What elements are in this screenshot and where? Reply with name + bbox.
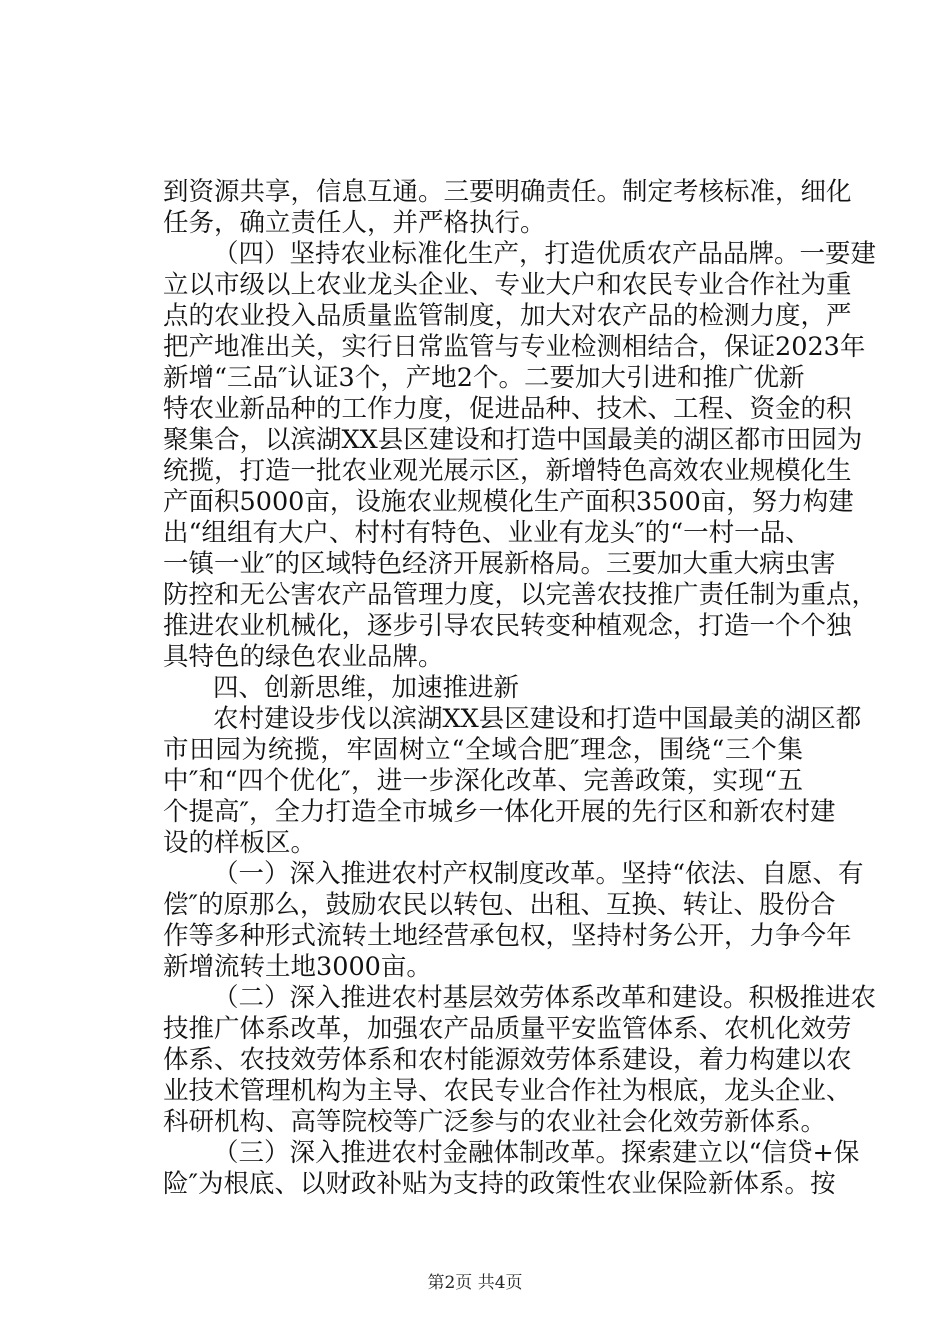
text-line: 特农业新品种的工作力度，促进品种、技术、工程、资金的积 (163, 394, 852, 424)
text-line: 推进农业机械化，逐步引导农民转变种植观念，打造一个个独 (163, 611, 852, 641)
text-line: 个提高″，全力打造全市城乡一体化开展的先行区和新农村建 (163, 797, 836, 827)
text-line: （三）深入推进农村金融体制改革。探索建立以“信贷+保 (213, 1138, 860, 1168)
text-line: 统揽，打造一批农业观光展示区，新增特色高效农业规模化生 (163, 456, 852, 486)
text-line: 中″和“四个优化″，进一步深化改革、完善政策，实现“五 (163, 766, 803, 796)
text-line: 作等多种形式流转土地经营承包权，坚持村务公开，力争今年 (163, 921, 852, 951)
text-line: （四）坚持农业标准化生产，打造优质农产品品牌。一要建 (213, 239, 877, 269)
text-line: 出“组组有大户、村村有特色、业业有龙头″的“一村一品、 (163, 518, 811, 548)
text-line: 业技术管理机构为主导、农民专业合作社为根底，龙头企业、 (163, 1076, 852, 1106)
text-line: 新增“三品″认证3个，产地2个。二要加大引进和推广优新 (163, 363, 805, 393)
text-line: 一镇一业″的区域特色经济开展新格局。三要加大重大病虫害 (163, 549, 836, 579)
page-footer: 第2页 共4页 (427, 1273, 523, 1293)
text-line: 具特色的绿色农业品牌。 (163, 642, 444, 672)
text-line: 新增流转土地3000亩。 (163, 952, 432, 982)
text-line: 技推广体系改革，加强农产品质量平安监管体系、农机化效劳 (163, 1014, 852, 1044)
text-line: 聚集合，以滨湖XX县区建设和打造中国最美的湖区都市田园为 (163, 425, 863, 455)
text-line: （一）深入推进农村产权制度改革。坚持“依法、自愿、有 (213, 859, 864, 889)
text-line: 产面积5000亩，设施农业规模化生产面积3500亩，努力构建 (163, 487, 854, 517)
text-line: 把产地准出关，实行日常监管与专业检测相结合，保证2023年 (163, 332, 866, 362)
text-line: 点的农业投入品质量监管制度，加大对农产品的检测力度，严 (163, 301, 852, 331)
text-line: 立以市级以上农业龙头企业、专业大户和农民专业合作社为重 (163, 270, 852, 300)
text-line: （二）深入推进农村基层效劳体系改革和建设。积极推进农 (213, 983, 877, 1013)
text-line: 防控和无公害农产品管理力度，以完善农技推广责任制为重点， (163, 580, 878, 610)
text-line: 体系、农技效劳体系和农村能源效劳体系建设，着力构建以农 (163, 1045, 852, 1075)
text-line: 市田园为统揽，牢固树立“全域合肥″理念，围绕“三个集 (163, 735, 803, 765)
text-line: 农村建设步伐以滨湖XX县区建设和打造中国最美的湖区都 (213, 704, 862, 734)
section-heading: 四、创新思维，加速推进新 (213, 673, 520, 703)
text-line: 险″为根底、以财政补贴为支持的政策性农业保险新体系。按 (163, 1169, 836, 1199)
text-line: 设的样板区。 (163, 828, 317, 858)
text-line: 科研机构、高等院校等广泛参与的农业社会化效劳新体系。 (163, 1107, 827, 1137)
text-line: 到资源共享，信息互通。三要明确责任。制定考核标准，细化 (163, 177, 852, 207)
text-line: 偿″的原那么，鼓励农民以转包、出租、互换、转让、股份合 (163, 890, 836, 920)
text-line: 任务，确立责任人，并严格执行。 (163, 208, 546, 238)
